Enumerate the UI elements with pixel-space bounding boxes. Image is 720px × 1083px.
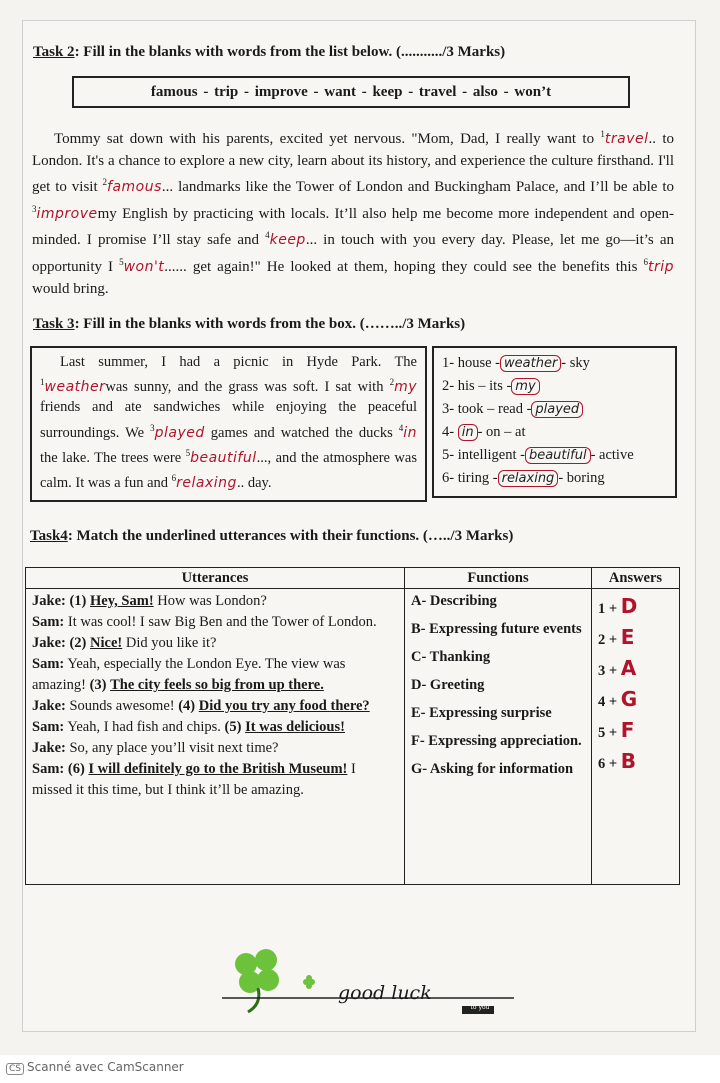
task2-answer-5: won't <box>123 258 165 275</box>
task3-option-row: 4- in - on – at <box>442 424 526 440</box>
answer-row: 4 + G <box>598 687 638 711</box>
header-utterances: Utterances <box>26 568 405 589</box>
task2-answer-3: improve <box>36 205 98 222</box>
header-answers: Answers <box>592 568 680 589</box>
task3-answer-4: in <box>403 424 417 441</box>
functions-cell: A- Describing B- Expressing future events C- Thanking D- Greeting E- Expressing surprise F- Expressing appreciation. G- Asking for information <box>405 589 592 885</box>
small-clover-icon <box>303 975 315 989</box>
camscanner-logo-icon: CS <box>6 1063 24 1075</box>
answer-row: 1 + D <box>598 594 638 618</box>
task3-option-row: 3- took – read - played <box>442 398 667 421</box>
task2-word-list: famous - trip - improve - want - keep - travel - also - won’t <box>72 76 630 108</box>
task4-title: Task4: Match the underlined utterances with their functions. (…../3 Marks) <box>30 528 514 544</box>
chosen-option-circle: relaxing <box>498 470 559 487</box>
task4-table <box>25 567 680 885</box>
chosen-option-circle: in <box>458 424 478 441</box>
answer-row: 2 + E <box>598 625 635 649</box>
task2-title: Task 2: Fill in the blanks with words from the list below. (.........../3 Marks) <box>33 44 506 60</box>
good-luck-text: good luck <box>338 982 432 1004</box>
chosen-option-circle: beautiful <box>525 447 591 464</box>
answers-cell <box>592 589 680 885</box>
chosen-option-circle: played <box>531 401 583 418</box>
task3-option-row: 1- house - weather - sky <box>442 355 590 371</box>
task3-answer-5: beautiful <box>190 449 257 466</box>
task3-title: Task 3: Fill in the blanks with words from the box. (……../3 Marks) <box>33 316 466 332</box>
task3-answer-3: played <box>154 424 205 441</box>
task3-answer-6: relaxing <box>176 474 237 491</box>
task2-answer-1: travel <box>604 131 649 147</box>
clover-icon <box>235 949 279 1012</box>
task3-answer-2: my <box>394 379 417 396</box>
task3-option-row: 2- his – its - my <box>442 375 667 398</box>
to-you-text: to you <box>470 1004 490 1011</box>
chosen-option-circle: my <box>511 378 539 395</box>
chosen-option-circle: weather <box>500 355 561 372</box>
task2-paragraph: Tommy sat down with his parents, excited yet nervous. "Mom, Dad, I really want to $^1$travel.. to London. It's a chance to explore a new city, learn about its history, and experience the culture firsthand. I'll get to visit $^2$famous... landmarks like the Tower of London and Buckingham Palace, and I’ll be able to $^3$improvemy English by practicing with locals. It’ll also help me become more independent and open-minded. I promise I’ll stay safe and $^4$keep... in touch with you every day. Please, let me go—it’s an opportunity I $^5$won't...... get again!" He looked at them, hoping they could see the benefits this $^6$trip would bring. <box>32 129 675 297</box>
answer-row: 5 + F <box>598 718 635 742</box>
header-functions: Functions <box>405 568 592 589</box>
camscanner-watermark: CS Scanné avec CamScanner <box>6 1060 184 1075</box>
task2-answer-4: keep <box>269 232 306 249</box>
answer-row: 3 + A <box>598 656 637 680</box>
answer-row: 6 + B <box>598 749 637 773</box>
task3-passage-box: Last summer, I had a picnic in Hyde Park. The $^1$weatherwas sunny, and the grass was soft. I sat with $^2$my friends and ate sandwiches while enjoying the peaceful surroundings. We $^3$played games and watched the ducks $^4$in the lake. The trees were $^5$beautiful..., and the atmosphere was calm. It was a fun and $^6$relaxing.. day. <box>30 346 427 502</box>
task2-answer-6: trip <box>647 258 674 275</box>
task3-options-box <box>432 346 677 498</box>
task3-option-row: 6- tiring - relaxing - boring <box>442 470 605 486</box>
task3-option-row: 5- intelligent - beautiful - active <box>442 447 634 463</box>
task3-answer-1: weather <box>44 379 106 396</box>
dialogue-cell: Jake: (1) Hey, Sam! How was London? Sam: It was cool! I saw Big Ben and the Tower of London. Jake: (2) Nice! Did you like it? Sam: Yeah, especially the London Eye. The view was amazing! (3) The city feels so big from up there. Jake: Sounds awesome! (4) Did you try any food there? Sam: Yeah, I had fish and chips. (5) It was delicious! Jake: So, any place you’ll visit next time? Sam: (6) I will definitely go to the British Museum! I missed it this time, but I think it’ll be amazing. <box>26 589 405 885</box>
task2-answer-2: famous <box>107 179 162 196</box>
